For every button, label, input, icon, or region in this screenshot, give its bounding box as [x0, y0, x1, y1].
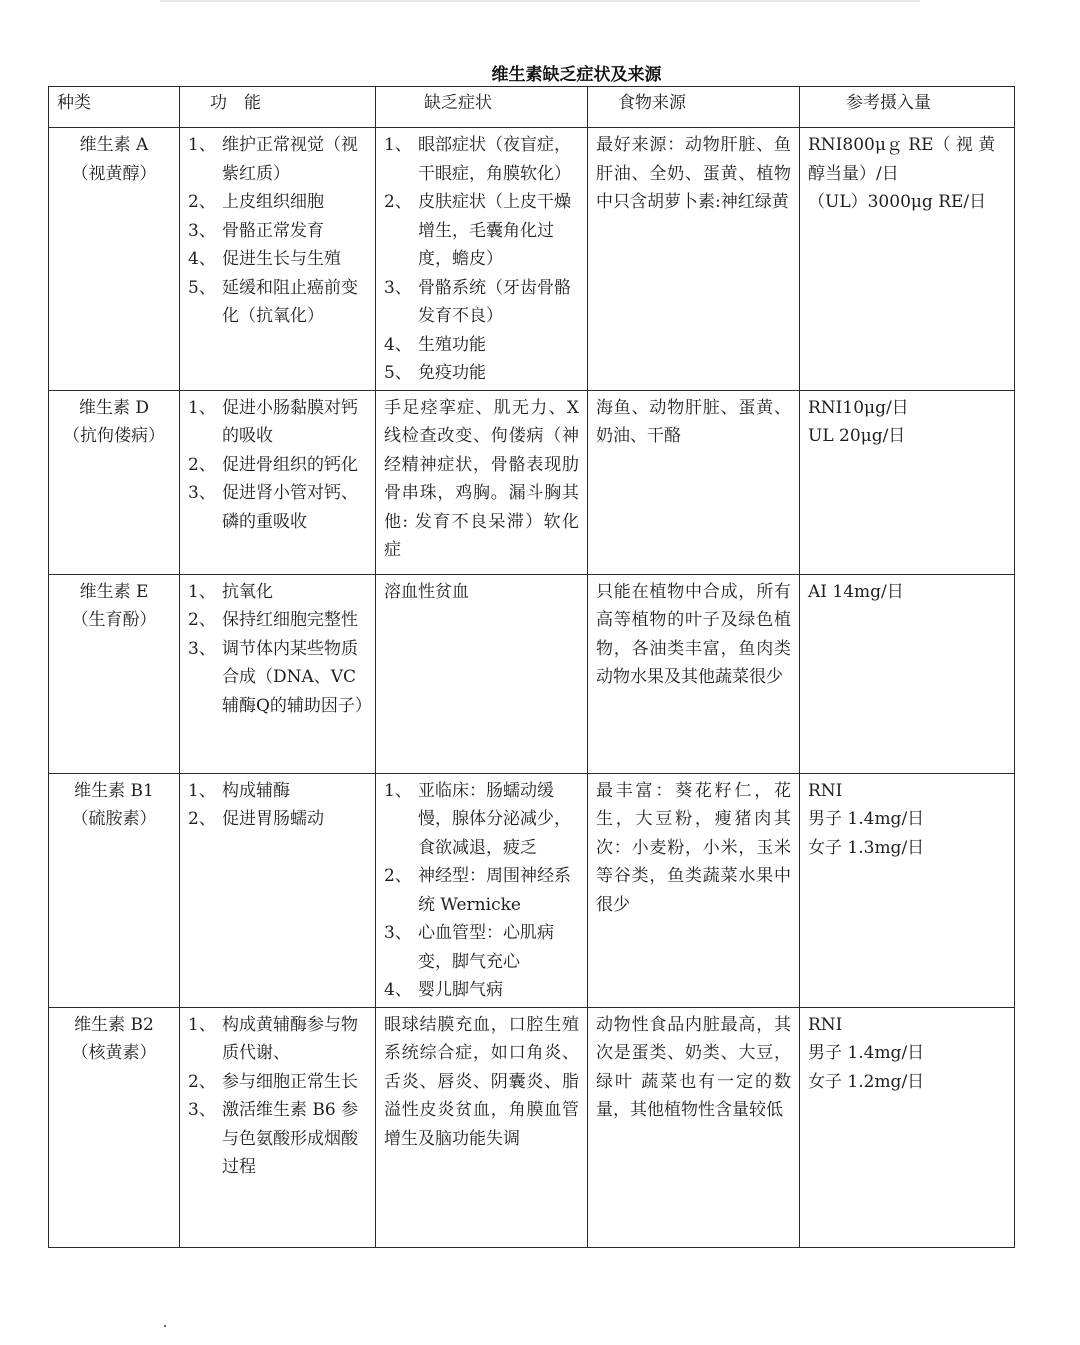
header-sources: 食物来源	[588, 87, 800, 128]
intake-line: RNI	[808, 1014, 843, 1035]
header-intake: 参考摄入量	[800, 87, 1015, 128]
vitamin-name: 维生素 B2	[74, 1014, 154, 1035]
cell-functions	[180, 390, 376, 574]
intake-line: RNI800μｇ RE（ 视 黄醇当量）/日	[808, 135, 996, 184]
table-row	[49, 773, 1015, 1007]
list-item: 1、 维护正常视觉（视紫红质）	[188, 135, 358, 184]
list-item: 1、 构成黄辅酶参与物质代谢、	[188, 1014, 358, 1063]
stray-dot	[164, 1325, 166, 1327]
list-item: 2、 上皮组织细胞	[188, 192, 324, 212]
header-deficiency: 缺乏症状	[376, 87, 588, 128]
header-row	[49, 87, 1015, 128]
list-item: 4、 婴儿脚气病	[384, 980, 503, 1000]
list-item: 2、 促进骨组织的钙化	[188, 454, 358, 475]
list-item: 5、 延缓和阻止癌前变化（抗氧化）	[188, 277, 358, 326]
table-row	[49, 128, 1015, 391]
vitamin-name: 维生素 A	[79, 135, 149, 155]
intake-line: 男子 1.4mg/日	[808, 809, 925, 829]
cell-deficiency: 眼球结膜充血，口腔生殖系统综合症，如口角炎、舌炎、唇炎、阴囊炎、脂溢性皮炎贫血，角膜血管增生及脑功能失调	[376, 1007, 588, 1247]
list-item: 5、 免疫功能	[384, 363, 486, 383]
list-item: 3、 促进肾小管对钙、磷的重吸收	[188, 483, 358, 532]
list-item: 3、 骨骼系统（牙齿骨骼发育不良）	[384, 277, 571, 326]
list-item: 1、 抗氧化	[188, 581, 273, 602]
cell-functions	[180, 773, 376, 1007]
cell-sources: 动物性食品内脏最高，其次是蛋类、奶类、大豆，绿叶 蔬菜也有一定的数量，其他植物性含量较低	[588, 1007, 800, 1247]
table-row	[49, 1007, 1015, 1247]
document-title: 维生素缺乏症状及来源	[491, 65, 662, 85]
intake-line: UL 20μg/日	[808, 426, 906, 446]
list-item: 3、 心血管型：心肌病变，脚气充心	[384, 923, 554, 972]
list-item: 2、 促进胃肠蠕动	[188, 809, 324, 829]
cell-deficiency	[376, 128, 588, 391]
cell-deficiency: 手足痉挛症、肌无力、X线检查改变、佝偻病（神经精神症状，骨骼表现肋骨串珠，鸡胸。漏斗胸其他: 发育不良呆滞）软化症	[376, 390, 588, 574]
list-item: 1、 构成辅酶	[188, 780, 290, 801]
cell-functions	[180, 1007, 376, 1247]
cell-deficiency	[376, 773, 588, 1007]
table-row	[49, 390, 1015, 574]
list-item: 3、 激活维生素 B6 参与色氨酸形成烟酸过程	[188, 1100, 359, 1177]
cell-type	[49, 773, 180, 1007]
intake-line: 男子 1.4mg/日	[808, 1043, 925, 1063]
vitamin-name: 维生素 D	[78, 397, 150, 418]
list-item: 3、 骨骼正常发育	[188, 220, 324, 241]
cell-sources: 只能在植物中合成，所有高等植物的叶子及绿色植物，各油类丰富，鱼肉类动物水果及其他蔬菜很少	[588, 574, 800, 773]
vitamin-alias: （生育酚）	[71, 610, 157, 630]
header-type: 种类	[49, 87, 180, 128]
list-item: 1、 亚临床：肠蠕动缓慢，腺体分泌减少，食欲减退，疲乏	[384, 780, 571, 858]
list-item: 2、 神经型：周围神经系统 Wernicke	[384, 866, 571, 915]
cell-deficiency: 溶血性贫血	[376, 574, 588, 773]
cell-functions	[180, 574, 376, 773]
cell-intake	[800, 390, 1015, 574]
cell-sources: 最丰富：葵花籽仁，花生，大豆粉，瘦猪肉其次：小麦粉，小米，玉米等谷类，鱼类蔬菜水果中很少	[588, 773, 800, 1007]
vitamin-alias: （硫胺素）	[71, 809, 157, 829]
list-item: 2、 参与细胞正常生长	[188, 1071, 358, 1092]
intake-line: AI 14mg/日	[808, 581, 904, 602]
intake-line: RNI	[808, 780, 843, 801]
vitamin-alias: （抗佝偻病）	[63, 426, 165, 446]
top-rule	[160, 0, 920, 2]
cell-type	[49, 574, 180, 773]
cell-sources: 最好来源：动物肝脏、鱼肝油、全奶、蛋黄、植物中只含胡萝卜素:神红绿黄	[588, 128, 800, 391]
list-item: 4、 促进生长与生殖	[188, 249, 341, 269]
list-item: 2、 保持红细胞完整性	[188, 610, 358, 630]
list-item: 2、 皮肤症状（上皮干燥增生，毛囊角化过度，蟾皮）	[384, 192, 571, 269]
list-item: 1、 眼部症状（夜盲症，干眼症，角膜软化）	[384, 135, 571, 184]
list-item: 4、 生殖功能	[384, 334, 486, 355]
cell-type	[49, 128, 180, 391]
header-function: 功 能	[180, 87, 376, 128]
list-item: 1、 促进小肠黏膜对钙的吸收	[188, 397, 358, 446]
vitamin-alias: （视黄醇）	[71, 163, 157, 184]
intake-line: 女子 1.3mg/日	[808, 837, 925, 858]
vitamin-name: 维生素 B1	[74, 780, 154, 801]
intake-line: 女子 1.2mg/日	[808, 1071, 925, 1092]
cell-intake	[800, 574, 1015, 773]
intake-line: （UL）3000μg RE/日	[808, 192, 987, 212]
cell-intake	[800, 128, 1015, 391]
vitamin-table	[48, 86, 1015, 1248]
cell-intake	[800, 1007, 1015, 1247]
cell-functions	[180, 128, 376, 391]
vitamin-alias: （核黄素）	[71, 1043, 157, 1063]
table-row	[49, 574, 1015, 773]
intake-line: RNI10μg/日	[808, 397, 909, 418]
cell-sources: 海鱼、动物肝脏、蛋黄、奶油、干酪	[588, 390, 800, 574]
cell-type	[49, 390, 180, 574]
list-item: 3、 调节体内某些物质合成（DNA、VC辅酶Q的辅助因子）	[188, 638, 372, 716]
cell-type	[49, 1007, 180, 1247]
vitamin-name: 维生素 E	[79, 581, 149, 602]
cell-intake	[800, 773, 1015, 1007]
